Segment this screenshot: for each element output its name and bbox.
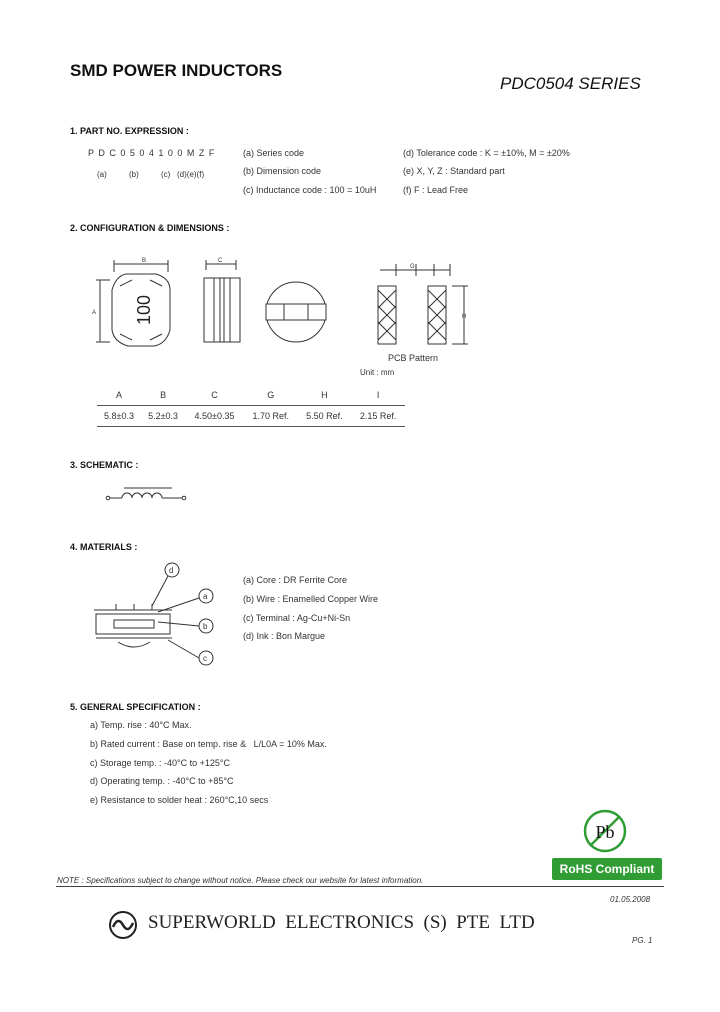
rohs-badge: RoHS Compliant <box>552 858 662 880</box>
table-header: I <box>351 385 405 406</box>
dimension-drawing <box>90 250 490 365</box>
table-header-row <box>97 385 405 406</box>
code-f: (f) F : Lead Free <box>403 185 469 195</box>
series-name: PDC0504 SERIES <box>500 74 641 93</box>
dim-c-label: C <box>218 258 223 264</box>
dim-h-label: H <box>462 314 467 320</box>
code-b: (b) Dimension code <box>243 166 322 176</box>
page-number: PG. 1 <box>632 936 653 945</box>
inductor-schematic-icon <box>104 486 194 506</box>
unit-label: Unit : mm <box>360 368 395 377</box>
pcb-pattern-label: PCB Pattern <box>388 353 439 363</box>
table-header: C <box>185 385 244 406</box>
code-c: (c) Inductance code : 100 = 10uH <box>243 185 377 195</box>
part-number: P D C 0 5 0 4 1 0 0 M Z F <box>88 148 216 158</box>
section-3-heading: 3. SCHEMATIC : <box>70 460 139 470</box>
footer-date: 01.05.2008 <box>610 895 651 904</box>
company-name: SUPERWORLD ELECTRONICS (S) PTE LTD <box>148 912 535 933</box>
code-a: (a) Series code <box>243 148 305 158</box>
document-title: SMD POWER INDUCTORS <box>70 61 283 80</box>
part-letters: (a) (b) (c) (d)(e)(f) <box>97 170 205 179</box>
table-header: A <box>97 385 141 406</box>
material-b: (b) Wire : Enamelled Copper Wire <box>243 594 379 604</box>
inductor-marking: 100 <box>134 294 154 326</box>
spec-item: b) Rated current : Base on temp. rise & L/L0A = 10% Max. <box>90 739 327 749</box>
section-4-heading: 4. MATERIALS : <box>70 542 138 552</box>
callout-c: c <box>203 654 207 663</box>
section-2-heading: 2. CONFIGURATION & DIMENSIONS : <box>70 223 230 233</box>
material-c: (c) Terminal : Ag-Cu+Ni-Sn <box>243 613 351 623</box>
dim-a-label: A <box>92 310 97 316</box>
table-cell: 5.8±0.3 <box>97 406 141 427</box>
table-cell: 5.50 Ref. <box>298 406 352 427</box>
dim-b-label: B <box>142 258 147 264</box>
material-a: (a) Core : DR Ferrite Core <box>243 575 348 585</box>
dimension-table <box>97 385 405 427</box>
code-d: (d) Tolerance code : K = ±10%, M = ±20% <box>403 148 570 158</box>
company-logo-icon <box>108 910 138 940</box>
materials-drawing <box>88 558 228 673</box>
lead-free-icon <box>580 806 630 856</box>
spec-item: e) Resistance to solder heat : 260°C,10 secs <box>90 795 269 805</box>
footer-note: NOTE : Specifications subject to change without notice. Please check our website for latest information. <box>57 876 424 885</box>
material-d: (d) Ink : Bon Margue <box>243 631 326 641</box>
table-row <box>97 406 405 427</box>
callout-b: b <box>203 622 208 631</box>
table-cell: 1.70 Ref. <box>244 406 298 427</box>
spec-item: d) Operating temp. : -40°C to +85°C <box>90 776 234 786</box>
callout-d: d <box>169 566 174 575</box>
pb-symbol: Pb <box>595 822 615 842</box>
spec-item: c) Storage temp. : -40°C to +125°C <box>90 758 231 768</box>
table-header: H <box>298 385 352 406</box>
section-5-heading: 5. GENERAL SPECIFICATION : <box>70 702 201 712</box>
section-1-heading: 1. PART NO. EXPRESSION : <box>70 126 189 136</box>
footer-divider <box>56 886 664 887</box>
table-header: G <box>244 385 298 406</box>
table-cell: 5.2±0.3 <box>141 406 185 427</box>
dim-g-label: G <box>410 264 415 270</box>
spec-item: a) Temp. rise : 40°C Max. <box>90 720 192 730</box>
table-cell: 4.50±0.35 <box>185 406 244 427</box>
callout-a: a <box>203 592 208 601</box>
code-e: (e) X, Y, Z : Standard part <box>403 166 505 176</box>
table-cell: 2.15 Ref. <box>351 406 405 427</box>
table-header: B <box>141 385 185 406</box>
